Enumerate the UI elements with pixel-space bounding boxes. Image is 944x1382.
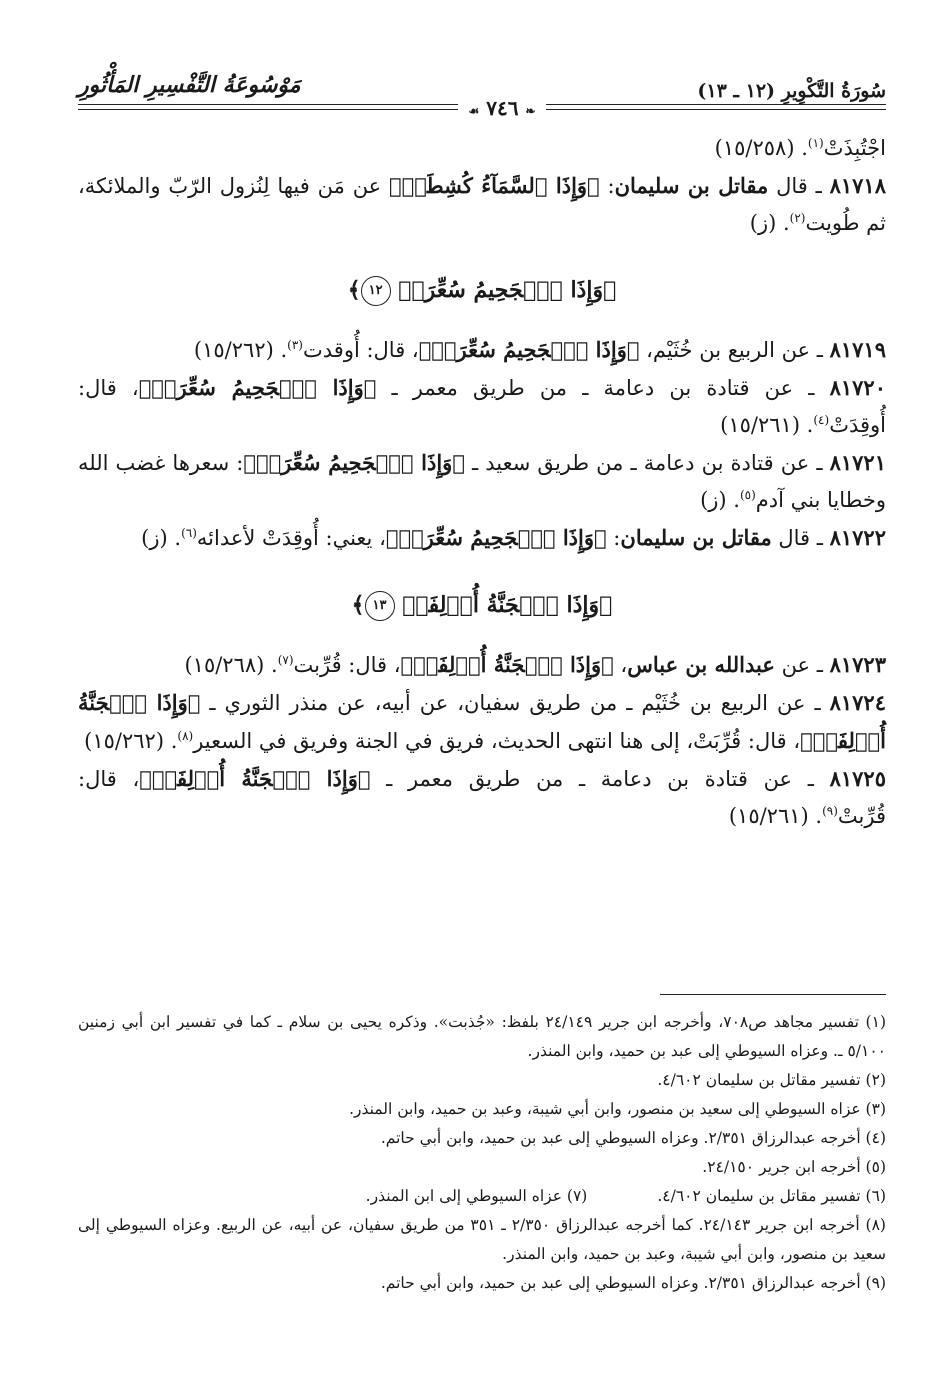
- footnote-marker[interactable]: (١): [807, 136, 824, 150]
- footnote-marker[interactable]: (٨): [177, 729, 194, 743]
- quran-quote: ﴿وَإِذَا ٱلۡجَنَّةُ أُزۡلِفَتۡ﴾: [400, 652, 614, 677]
- ornament-icon: ❧: [525, 104, 536, 118]
- ayah-number-circle: ١٢: [361, 276, 391, 306]
- footnote-9: (٩) أخرجه عبدالرزاق ٢/٣٥١. وعزاه السيوطي إلى عبد بن حميد، وابن أبي حاتم.: [380, 1274, 886, 1292]
- quran-quote: ﴿وَإِذَا ٱلسَّمَآءُ كُشِطَتۡ﴾: [389, 173, 600, 198]
- header-rule-left: [78, 104, 458, 110]
- quran-quote: ﴿وَإِذَا ٱلۡجَحِيمُ سُعِّرَتۡ﴾: [418, 337, 640, 362]
- footnote-2: (٢) تفسير مقاتل بن سليمان ٤/٦٠٢.: [657, 1071, 886, 1089]
- page-number-text: ٧٤٦: [486, 96, 519, 120]
- quran-quote: ﴿وَإِذَا ٱلۡجَنَّةُ أُزۡلِفَتۡ﴾: [78, 690, 886, 753]
- footnote-6: (٦) تفسير مقاتل بن سليمان ٤/٦٠٢.: [657, 1187, 886, 1205]
- page: [78, 70, 886, 1292]
- header-rule-right: [546, 104, 886, 110]
- entry-81718: ٨١٧١٨ ـ قال مقاتل بن سليمان: ﴿وَإِذَا ٱلسَّمَآءُ كُشِطَتۡ﴾ عن مَن فيها لِنُزول الرّبّ والملائكة، ثم طُويت$^{(٢)}$. (ز): [78, 173, 886, 235]
- entry-81719: ٨١٧١٩ ـ عن الربيع بن خُثَيْم، ﴿وَإِذَا ٱلۡجَحِيمُ سُعِّرَتۡ﴾، قال: أُوقدت$^{(٣)}$. (١٥/٢٦٢): [193, 337, 886, 362]
- entry-81720: ٨١٧٢٠ ـ عن قتادة بن دعامة ـ من طريق معمر ـ ﴿وَإِذَا ٱلۡجَحِيمُ سُعِّرَتۡ﴾، قال: أُوقِدَتْ$^{(٤)}$. (١٥/٢٦١): [78, 375, 886, 437]
- entry-81721: ٨١٧٢١ ـ عن قتادة بن دعامة ـ من طريق سعيد ـ ﴿وَإِذَا ٱلۡجَحِيمُ سُعِّرَتۡ﴾: سعرها غضب الله وخطايا بني آدم$^{(٥)}$. (ز): [78, 450, 886, 512]
- entry-81722: ٨١٧٢٢ ـ قال مقاتل بن سليمان: ﴿وَإِذَا ٱلۡجَحِيمُ سُعِّرَتۡ﴾، يعني: أُوقِدَتْ لأعدائه$^{(٦)}$. (ز): [141, 525, 886, 550]
- footnote-marker[interactable]: (٣): [287, 338, 303, 352]
- entry-81724: ٨١٧٢٤ ـ عن الربيع بن خُثَيْم ـ من طريق سفيان، عن أبيه، عن منذر الثوري ـ ﴿وَإِذَا ٱلۡجَنَّةُ أُزۡلِفَتۡ﴾، قال: قُرِّبَتْ، إلى هنا انتهى الحديث، فريق في الجنة وفريق في السعير$^{(٨)}$. (١٥/٢٦٢): [78, 690, 886, 753]
- quran-quote: ﴿وَإِذَا ٱلۡجَحِيمُ سُعِّرَتۡ﴾: [385, 525, 607, 550]
- footnote-marker[interactable]: (٩): [822, 804, 838, 818]
- footnote-marker[interactable]: (٢): [789, 211, 806, 225]
- footnote-marker[interactable]: (٥): [739, 488, 756, 502]
- header-book-title: مَوْسُوعَةُ التَّفْسِيرِ المَأْثُورِ: [78, 72, 301, 98]
- main-text: [78, 130, 886, 835]
- footnote-pair-6-7: [78, 1182, 886, 1211]
- quran-quote: ﴿وَإِذَا ٱلۡجَحِيمُ سُعِّرَتۡ﴾: [243, 450, 465, 475]
- footnotes: [78, 1008, 886, 1298]
- quran-quote: ﴿وَإِذَا ٱلۡجَنَّةُ أُزۡلِفَتۡ﴾: [139, 766, 371, 791]
- footnote-1: (١) تفسير مجاهد ص٧٠٨، وأخرجه ابن جرير ٢٤/١٤٩ بلفظ: «جُذبت». وذكره يحيى بن سلام ـ كما في تفسير ابن أبي زمنين ٥/١٠٠ ـ. وعزاه السيوطي إلى عبد بن حميد، وابن المنذر.: [78, 1013, 886, 1060]
- entry-continuation: اجْتُبِذَتْ$^{(١)}$. (١٥/٢٥٨): [714, 136, 886, 160]
- ornament-icon: ☙: [468, 104, 480, 118]
- verse-heading-13: ﴿وَإِذَا ٱلۡجَنَّةُ أُزۡلِفَتۡ ١٣﴾: [78, 587, 886, 624]
- footnote-5: (٥) أخرجه ابن جرير ٢٤/١٥٠.: [702, 1158, 886, 1176]
- header-surah-title: سُورَةُ التَّكْوِيرِ (١٢ ـ ١٣): [697, 80, 886, 102]
- footnote-marker[interactable]: (٧): [277, 653, 294, 667]
- footnote-8: (٨) أخرجه ابن جرير ٢٤/١٤٣. كما أخرجه عبدالرزاق ٢/٣٥٠ ـ ٣٥١ من طريق سفيان، عن أبيه، عن الربيع. وعزاه السيوطي إلى سعيد بن منصور، وابن أبي شيبة، وعبد بن حميد، وابن المنذر.: [78, 1216, 886, 1263]
- footnote-separator: [660, 994, 886, 995]
- footnote-7: (٧) عزاه السيوطي إلى ابن المنذر.: [365, 1187, 588, 1205]
- running-header: [78, 70, 886, 120]
- footnote-4: (٤) أخرجه عبدالرزاق ٢/٣٥١. وعزاه السيوطي إلى عبد بن حميد، وابن أبي حاتم.: [380, 1129, 886, 1147]
- verse-heading-12: ﴿وَإِذَا ٱلۡجَحِيمُ سُعِّرَتۡ ١٢﴾: [78, 272, 886, 309]
- footnote-marker[interactable]: (٦): [181, 526, 197, 540]
- footnote-3: (٣) عزاه السيوطي إلى سعيد بن منصور، وابن أبي شيبة، وعبد بن حميد، وابن المنذر.: [349, 1100, 886, 1118]
- quran-quote: ﴿وَإِذَا ٱلۡجَحِيمُ سُعِّرَتۡ﴾: [138, 375, 377, 400]
- footnote-marker[interactable]: (٤): [813, 413, 830, 427]
- entry-81723: ٨١٧٢٣ ـ عن عبدالله بن عباس، ﴿وَإِذَا ٱلۡجَنَّةُ أُزۡلِفَتۡ﴾، قال: قُرِّبت$^{(٧)}$. (١٥/٢٦٨): [184, 652, 886, 677]
- entry-81725: ٨١٧٢٥ ـ عن قتادة بن دعامة ـ من طريق معمر ـ ﴿وَإِذَا ٱلۡجَنَّةُ أُزۡلِفَتۡ﴾، قال: قُرِّبتْ$^{(٩)}$. (١٥/٢٦١): [78, 766, 886, 828]
- ayah-number-circle: ١٣: [365, 591, 395, 621]
- page-number: [458, 96, 546, 120]
